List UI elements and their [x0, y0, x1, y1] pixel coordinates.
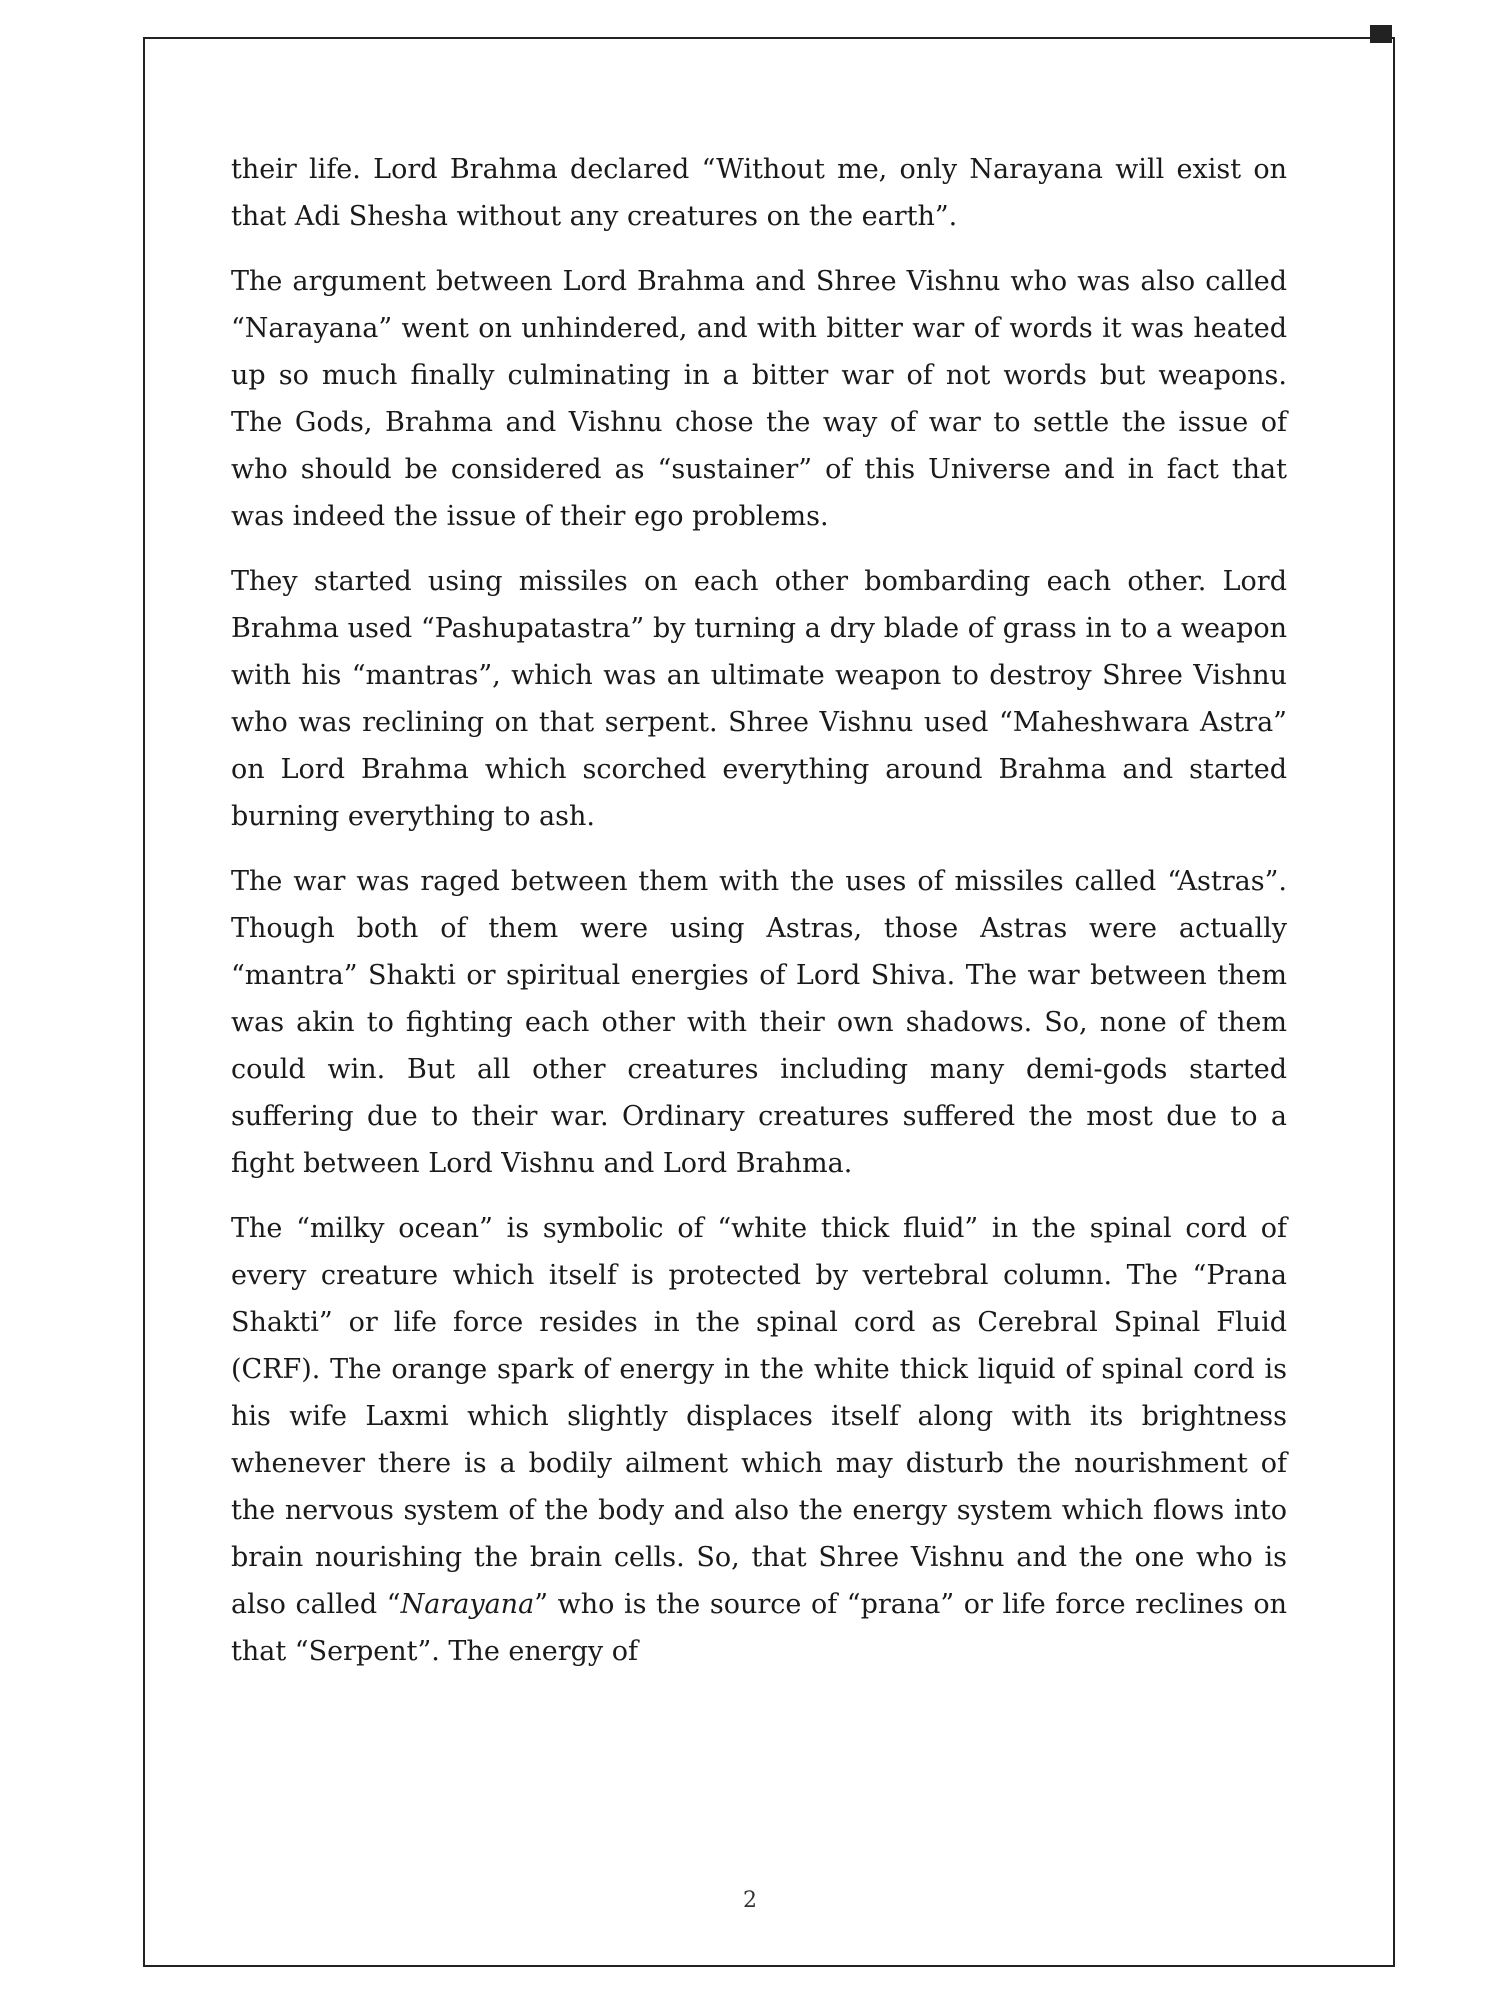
paragraph-4: The war was raged between them with the uses of missiles called “Astras”. Though both of them were using Astras, those Astras were actually “mantra” Shakti or spiritual energies of Lord Shiva. The war between them was akin to fighting each other with their own shadows. So, none of them could win. But all other creatures including many demi-gods started suffering due to their war. Ordinary creatures suffered the most due to a fight between Lord Vishnu and Lord Brahma. — [231, 866, 1287, 1179]
paragraph-1: their life. Lord Brahma declared “Without me, only Narayana will exist on that Adi Shesha without any creatures on the earth”. — [231, 154, 1287, 232]
page-number: 2 — [743, 1888, 757, 1913]
paragraph-5-end: ” who is the source of “prana” or life force reclines on that “Serpent”. The energy of — [231, 1589, 1287, 1667]
paragraph-5-start: The “milky ocean” is symbolic of “white thick fluid” in the spinal cord of every creature which itself is protected by vertebral column. The “Prana Shakti” or life force resides in the spinal cord as Cerebral Spinal Fluid (CRF). The orange spark of energy in the white thick liquid of spinal cord is his wife Laxmi which slightly displaces itself along with its brightness whenever there is a bodily ailment which may disturb the nourishment of the nervous system of the body and also the energy system which flows into brain nourishing the brain cells. So, that Shree Vishnu and the one who is also called “ — [231, 1213, 1287, 1620]
paragraph-3: They started using missiles on each other bombarding each other. Lord Brahma used “Pashupatastra” by turning a dry blade of grass in to a weapon with his “mantras”, which was an ultimate weapon to destroy Shree Vishnu who was reclining on that serpent. Shree Vishnu used “Maheshwara Astra” on Lord Brahma which scorched everything around Brahma and started burning everything to ash. — [231, 566, 1287, 832]
narayana-italic: Narayana — [400, 1589, 535, 1620]
body-text — [231, 146, 1287, 1693]
paragraph-2: The argument between Lord Brahma and Shree Vishnu who was also called “Narayana” went on unhindered, and with bitter war of words it was heated up so much finally culminating in a bitter war of not words but weapons. The Gods, Brahma and Vishnu chose the way of war to settle the issue of who should be considered as “sustainer” of this Universe and in fact that was indeed the issue of their ego problems. — [231, 266, 1287, 532]
paragraph-5 — [231, 1205, 1287, 1675]
corner-mark — [1370, 25, 1392, 43]
